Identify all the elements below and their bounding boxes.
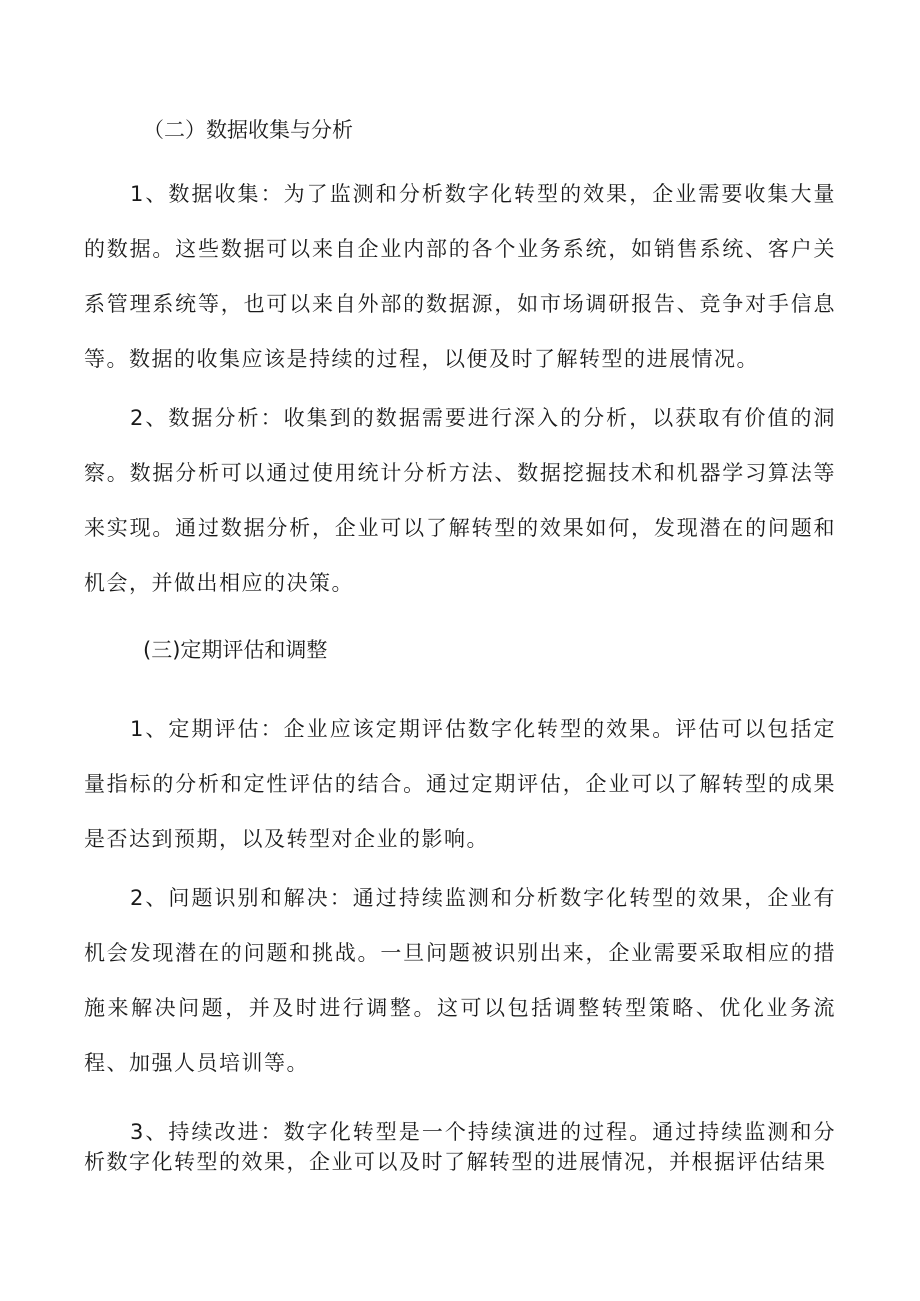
paragraph-problem-identification: 2、问题识别和解决：通过持续监测和分析数字化转型的效果，企业有机会发现潜在的问题和挑战。一旦问题被识别出来，企业需要采取相应的措施来解决问题，并及时进行调整。这可以包括调整转型策略、优化业务流程、加强人员培训等。 <box>84 886 836 1075</box>
section-heading-2: （二）数据收集与分析 <box>143 118 353 142</box>
paragraph-periodic-evaluation: 1、定期评估：企业应该定期评估数字化转型的效果。评估可以包括定量指标的分析和定性评估的结合。通过定期评估，企业可以了解转型的成果是否达到预期，以及转型对企业的影响。 <box>84 717 836 851</box>
paragraph-data-collection: 1、数据收集：为了监测和分析数字化转型的效果，企业需要收集大量的数据。这些数据可以来自企业内部的各个业务系统，如销售系统、客户关系管理系统等，也可以来自外部的数据源，如市场调研报告、竞争对手信息等。数据的收集应该是持续的过程，以便及时了解转型的进展情况。 <box>84 182 836 371</box>
section-heading-3: (三)定期评估和调整 <box>143 638 328 662</box>
paragraph-continuous-improvement: 3、持续改进：数字化转型是一个持续演进的过程。通过持续监测和分析数字化转型的效果，企业可以及时了解转型的进展情况，并根据评估结果 <box>84 1120 836 1174</box>
paragraph-data-analysis: 2、数据分析：收集到的数据需要进行深入的分析，以获取有价值的洞察。数据分析可以通过使用统计分析方法、数据挖掘技术和机器学习算法等来实现。通过数据分析，企业可以了解转型的效果如何，发现潜在的问题和机会，并做出相应的决策。 <box>84 406 836 595</box>
